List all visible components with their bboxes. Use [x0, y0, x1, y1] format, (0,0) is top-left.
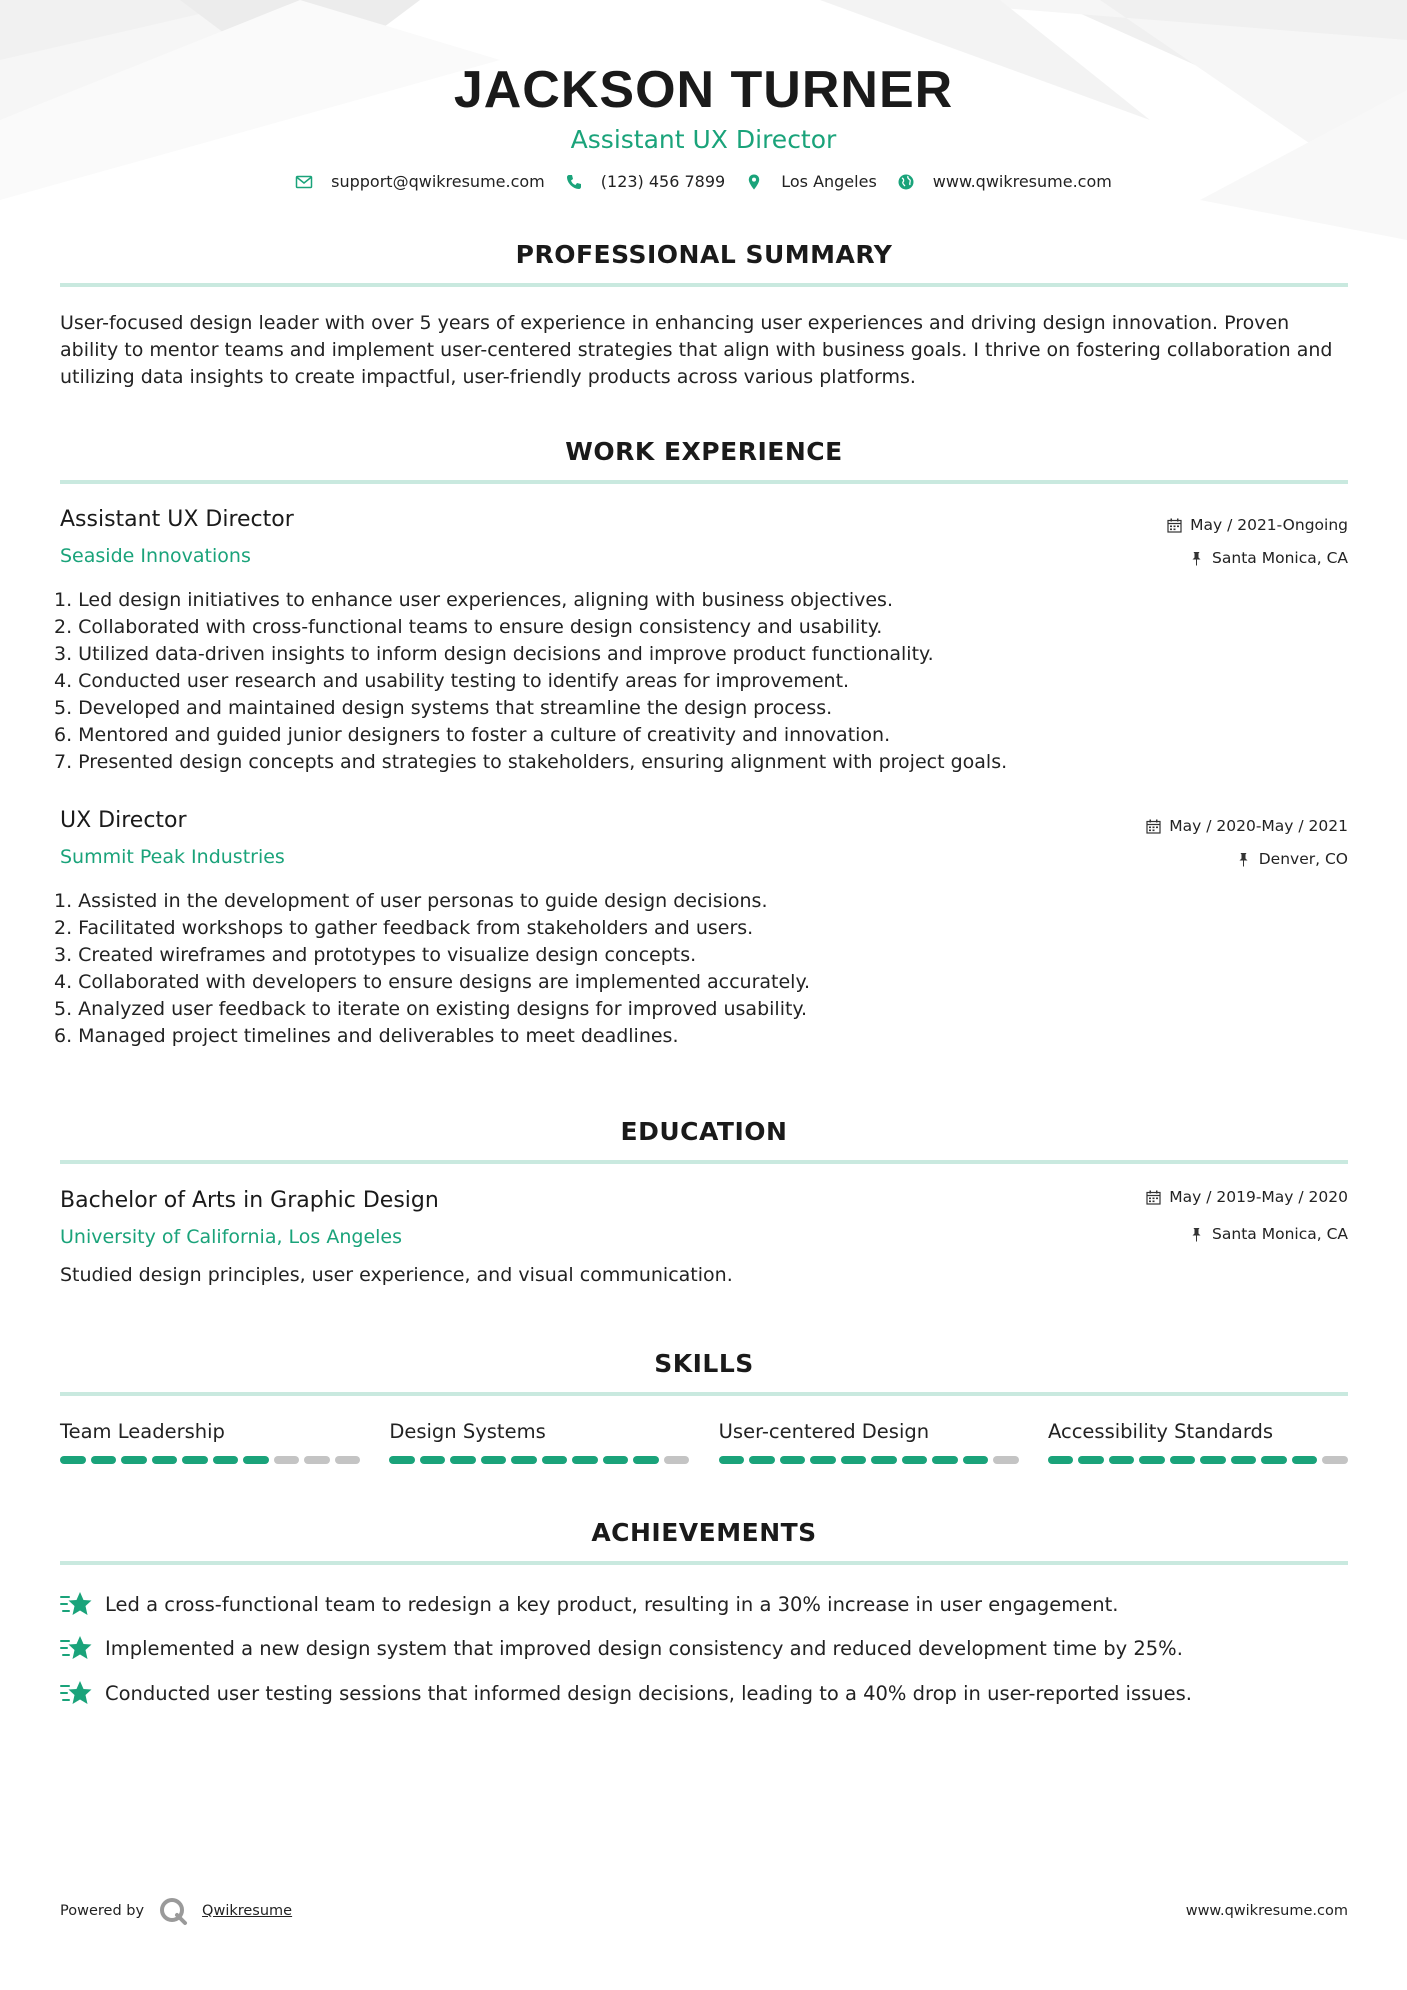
shooting-star-icon	[60, 1590, 92, 1618]
skill-segment-filled	[481, 1456, 507, 1464]
skill-segment-filled	[1139, 1456, 1165, 1464]
calendar-icon	[1146, 819, 1161, 834]
candidate-name: JACKSON TURNER	[453, 61, 954, 119]
job-responsibilities	[54, 888, 1344, 1050]
list-item: 4. Conducted user research and usability testing to identify areas for improvement.	[54, 670, 850, 692]
achievements-heading: ACHIEVEMENTS	[591, 1518, 817, 1547]
skill-rating-bar	[389, 1456, 689, 1464]
list-item: 5. Analyzed user feedback to iterate on existing designs for improved usability.	[54, 998, 807, 1020]
education-location-text: Santa Monica, CA	[1212, 1225, 1348, 1243]
skill-segment-filled	[603, 1456, 629, 1464]
skill-segment-filled	[1078, 1456, 1104, 1464]
pushpin-icon	[1189, 1227, 1204, 1242]
list-item: 1. Assisted in the development of user personas to guide design decisions.	[54, 890, 768, 912]
job-responsibilities	[54, 587, 1344, 776]
skills-list	[60, 1418, 1348, 1464]
skill-segment-filled	[841, 1456, 867, 1464]
skill-segment-empty	[274, 1456, 300, 1464]
summary-divider	[60, 283, 1348, 287]
skill-segment-filled	[389, 1456, 415, 1464]
skill-name: Accessibility Standards	[1047, 1420, 1274, 1443]
skill-segment-filled	[1200, 1456, 1226, 1464]
degree-title: Bachelor of Arts in Graphic Design	[60, 1188, 439, 1213]
contact-location	[745, 172, 877, 191]
skill-segment-filled	[780, 1456, 806, 1464]
job-date-text: May / 2020-May / 2021	[1169, 817, 1348, 835]
education-heading: EDUCATION	[620, 1117, 788, 1146]
achievements-divider	[60, 1561, 1348, 1565]
envelope-icon	[295, 173, 313, 191]
education-date	[1146, 1188, 1348, 1206]
job-location-text: Denver, CO	[1258, 850, 1348, 868]
map-pin-icon	[745, 173, 763, 191]
skill-segment-empty	[664, 1456, 690, 1464]
job-company: Summit Peak Industries	[60, 846, 285, 868]
skill-segment-filled	[932, 1456, 958, 1464]
skill-rating-bar	[1048, 1456, 1348, 1464]
skill-segment-empty	[993, 1456, 1019, 1464]
experience-divider	[60, 480, 1348, 484]
skill-item	[389, 1418, 689, 1464]
job-location	[1189, 549, 1348, 567]
brand-link[interactable]: Qwikresume	[202, 1903, 293, 1919]
skill-segment-filled	[60, 1456, 86, 1464]
qwikresume-logo-icon	[158, 1896, 188, 1926]
contact-email[interactable]	[295, 172, 545, 191]
list-item: 3. Utilized data-driven insights to inform design decisions and improve product functionality.	[54, 643, 934, 665]
skill-segment-filled	[511, 1456, 537, 1464]
pushpin-icon	[1189, 551, 1204, 566]
globe-icon	[897, 173, 915, 191]
skill-segment-filled	[871, 1456, 897, 1464]
skill-segment-filled	[182, 1456, 208, 1464]
achievement-text: Conducted user testing sessions that informed design decisions, leading to a 40% drop in user-reported issues.	[105, 1681, 1193, 1705]
skill-segment-filled	[572, 1456, 598, 1464]
candidate-role: Assistant UX Director	[570, 125, 837, 154]
list-item: 5. Developed and maintained design systems that streamline the design process.	[54, 697, 833, 719]
skill-segment-empty	[1322, 1456, 1348, 1464]
contact-bar	[0, 172, 1407, 191]
skill-item	[719, 1418, 1019, 1464]
experience-heading: WORK EXPERIENCE	[565, 437, 843, 466]
education-divider	[60, 1160, 1348, 1164]
list-item: 6. Managed project timelines and deliverables to meet deadlines.	[54, 1025, 679, 1047]
skill-segment-filled	[420, 1456, 446, 1464]
skill-segment-filled	[1231, 1456, 1257, 1464]
website-text: www.qwikresume.com	[932, 172, 1112, 191]
powered-by	[60, 1896, 292, 1926]
footer-website-link[interactable]: www.qwikresume.com	[1185, 1903, 1348, 1919]
list-item: 6. Mentored and guided junior designers to foster a culture of creativity and innovation.	[54, 724, 891, 746]
achievement-text: Implemented a new design system that improved design consistency and reduced development time by 25%.	[105, 1636, 1183, 1660]
job-date-text: May / 2021-Ongoing	[1190, 516, 1348, 534]
education-description: Studied design principles, user experience, and visual communication.	[60, 1264, 733, 1286]
skill-segment-filled	[450, 1456, 476, 1464]
skill-segment-filled	[542, 1456, 568, 1464]
list-item: 2. Collaborated with cross-functional teams to ensure design consistency and usability.	[54, 616, 883, 638]
achievement-item	[60, 1634, 1348, 1662]
skill-rating-bar	[719, 1456, 1019, 1464]
skills-divider	[60, 1392, 1348, 1396]
skill-rating-bar	[60, 1456, 360, 1464]
skill-segment-filled	[152, 1456, 178, 1464]
job-title: UX Director	[60, 808, 187, 833]
skill-segment-filled	[91, 1456, 117, 1464]
page-footer	[60, 1896, 1348, 1926]
skill-segment-filled	[121, 1456, 147, 1464]
achievement-item	[60, 1679, 1348, 1707]
skill-segment-filled	[1170, 1456, 1196, 1464]
contact-phone[interactable]	[565, 172, 725, 191]
education-date-text: May / 2019-May / 2020	[1169, 1188, 1348, 1206]
job-date	[1167, 516, 1348, 534]
job-date	[1146, 817, 1348, 835]
phone-icon	[565, 173, 583, 191]
phone-text: (123) 456 7899	[600, 172, 726, 191]
skill-segment-filled	[1048, 1456, 1074, 1464]
skill-segment-empty	[335, 1456, 361, 1464]
calendar-icon	[1167, 518, 1182, 533]
job-company: Seaside Innovations	[60, 545, 251, 567]
skill-segment-filled	[749, 1456, 775, 1464]
achievement-item	[60, 1590, 1348, 1618]
skill-segment-filled	[633, 1456, 659, 1464]
email-text: support@qwikresume.com	[331, 172, 545, 191]
job-location-text: Santa Monica, CA	[1212, 549, 1348, 567]
calendar-icon	[1146, 1190, 1161, 1205]
skill-segment-filled	[213, 1456, 239, 1464]
contact-website[interactable]	[897, 172, 1112, 191]
skill-item	[60, 1418, 360, 1464]
skill-name: User-centered Design	[718, 1420, 930, 1443]
school-name: University of California, Los Angeles	[60, 1226, 403, 1248]
education-location	[1189, 1225, 1348, 1243]
skill-segment-filled	[1261, 1456, 1287, 1464]
shooting-star-icon	[60, 1634, 92, 1662]
job-title: Assistant UX Director	[60, 507, 294, 532]
skill-segment-filled	[902, 1456, 928, 1464]
skill-item	[1048, 1418, 1348, 1464]
pushpin-icon	[1236, 852, 1251, 867]
resume-header	[0, 58, 1407, 156]
powered-by-text: Powered by	[60, 1903, 145, 1919]
skill-segment-filled	[1292, 1456, 1318, 1464]
achievement-text: Led a cross-functional team to redesign a key product, resulting in a 30% increase in user engagement.	[105, 1592, 1119, 1616]
skill-name: Team Leadership	[60, 1420, 225, 1443]
skills-heading: SKILLS	[654, 1349, 754, 1378]
skill-segment-filled	[243, 1456, 269, 1464]
skill-segment-filled	[810, 1456, 836, 1464]
job-location	[1236, 850, 1348, 868]
skill-segment-filled	[719, 1456, 745, 1464]
shooting-star-icon	[60, 1679, 92, 1707]
list-item: 4. Collaborated with developers to ensure designs are implemented accurately.	[54, 971, 811, 993]
summary-heading: PROFESSIONAL SUMMARY	[515, 240, 893, 269]
list-item: 3. Created wireframes and prototypes to visualize design concepts.	[54, 944, 697, 966]
list-item: 2. Facilitated workshops to gather feedback from stakeholders and users.	[54, 917, 754, 939]
skill-segment-filled	[1109, 1456, 1135, 1464]
list-item: 1. Led design initiatives to enhance user experiences, aligning with business objectives.	[54, 589, 893, 611]
skill-name: Design Systems	[389, 1420, 546, 1443]
summary-text: User-focused design leader with over 5 years of experience in enhancing user experiences and driving design innovation. Proven ability to mentor teams and implement user-centered strategies that align with business goals. I thrive on fostering collaboration and utilizing data insights to create impactful, user-friendly products across various platforms.	[60, 312, 1333, 388]
location-text: Los Angeles	[781, 172, 877, 191]
skill-segment-filled	[963, 1456, 989, 1464]
list-item: 7. Presented design concepts and strategies to stakeholders, ensuring alignment with project goals.	[54, 751, 1008, 773]
skill-segment-empty	[304, 1456, 330, 1464]
